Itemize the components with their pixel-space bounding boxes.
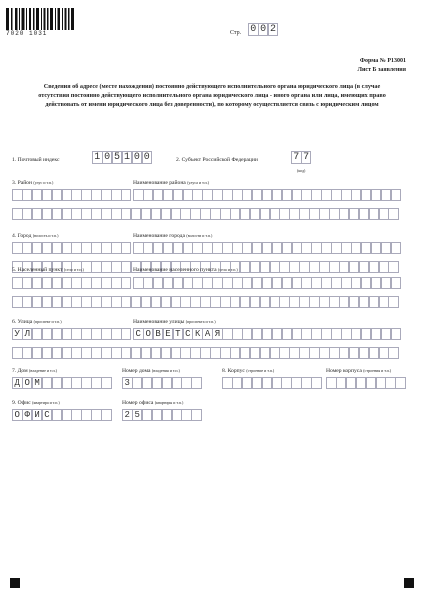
office-type-field[interactable] bbox=[12, 409, 111, 421]
street-name-field[interactable] bbox=[133, 328, 400, 340]
page-number-cell: 2 bbox=[268, 23, 279, 36]
street-name-field-line2[interactable] bbox=[12, 347, 398, 359]
form-code: Форма № Р13001 bbox=[359, 58, 406, 64]
postal-index-cell[interactable]: 0 bbox=[132, 151, 143, 164]
char-cell[interactable] bbox=[395, 377, 406, 389]
char-cell[interactable] bbox=[391, 328, 402, 340]
district-type-field[interactable] bbox=[12, 189, 131, 201]
barcode-number: 7020 1031 bbox=[6, 30, 48, 37]
char-cell[interactable] bbox=[391, 189, 402, 201]
district-name-field-line2[interactable] bbox=[12, 208, 398, 220]
char-cell[interactable]: Л bbox=[22, 328, 33, 340]
char-cell[interactable] bbox=[121, 242, 132, 254]
office-number-label: Номер офиса (квартиры и т.п.) bbox=[122, 400, 184, 406]
char-cell[interactable] bbox=[101, 377, 112, 389]
building-number-label: Номер корпуса (строения и т.п.) bbox=[326, 368, 392, 374]
char-cell[interactable] bbox=[121, 189, 132, 201]
street-type-field[interactable] bbox=[12, 328, 131, 340]
house-label: 7. Дом (владение и т.п.) bbox=[12, 368, 57, 374]
char-cell[interactable] bbox=[388, 208, 399, 220]
district-name-field[interactable] bbox=[133, 189, 400, 201]
char-cell[interactable] bbox=[101, 409, 112, 421]
char-cell[interactable]: 5 bbox=[132, 409, 143, 421]
char-cell[interactable]: О bbox=[12, 409, 23, 421]
char-cell[interactable]: С bbox=[183, 328, 194, 340]
char-cell[interactable]: О bbox=[143, 328, 154, 340]
char-cell[interactable] bbox=[121, 328, 132, 340]
postal-index-field[interactable] bbox=[92, 151, 151, 164]
city-type-field[interactable] bbox=[12, 242, 131, 254]
postal-index-cell[interactable]: 5 bbox=[112, 151, 123, 164]
char-cell[interactable]: Д bbox=[12, 377, 23, 389]
char-cell[interactable] bbox=[391, 277, 402, 289]
char-cell[interactable]: 2 bbox=[122, 409, 133, 421]
section-heading: Сведения об адресе (месте нахождения) постоянно действующего исполнительного органа юридического лица (в случае отсутствия постоянно действующего исполнительного органа юридического лица - иного органа или лица, имеющих право действовать от имени юридического лица без доверенности), по которому осуществляется связь с юридическим лицом bbox=[38, 83, 386, 108]
corner-marker-bottom-left bbox=[10, 578, 20, 588]
char-cell[interactable] bbox=[191, 409, 202, 421]
char-cell[interactable] bbox=[388, 261, 399, 273]
building-type-field[interactable] bbox=[222, 377, 321, 389]
locality-name-field[interactable] bbox=[133, 277, 400, 289]
page-number-cell: 0 bbox=[258, 23, 269, 36]
region-code-hint: (код) bbox=[297, 168, 306, 173]
city-name-label: Наименование города (волости и т.п.) bbox=[133, 233, 213, 239]
postal-index-cell[interactable]: 1 bbox=[122, 151, 133, 164]
char-cell[interactable]: Ф bbox=[22, 409, 33, 421]
region-code-cell[interactable]: 7 bbox=[301, 151, 312, 164]
char-cell[interactable]: А bbox=[202, 328, 213, 340]
char-cell[interactable] bbox=[311, 377, 322, 389]
house-number-label: Номер дома (владения и т.п.) bbox=[122, 368, 180, 374]
locality-label: 5. Населенный пункт (село и т.п.) bbox=[12, 267, 84, 273]
char-cell[interactable]: 3 bbox=[122, 377, 133, 389]
char-cell[interactable]: Я bbox=[212, 328, 223, 340]
char-cell[interactable] bbox=[121, 277, 132, 289]
page-label: Стр. bbox=[230, 30, 242, 36]
sheet-label: Лист Б заявления bbox=[357, 67, 406, 73]
char-cell[interactable] bbox=[191, 377, 202, 389]
char-cell[interactable]: И bbox=[32, 409, 43, 421]
house-number-field[interactable] bbox=[122, 377, 201, 389]
street-name-label: Наименование улицы (проспекта и т.п.) bbox=[133, 319, 216, 325]
postal-index-cell[interactable]: 0 bbox=[142, 151, 153, 164]
district-label: 3. Район (улус и т.п.) bbox=[12, 180, 54, 186]
char-cell[interactable]: Т bbox=[173, 328, 184, 340]
char-cell[interactable]: С bbox=[133, 328, 144, 340]
street-label: 6. Улица (проспект и т.п.) bbox=[12, 319, 62, 325]
locality-name-field-line2[interactable] bbox=[12, 296, 398, 308]
region-code-field[interactable] bbox=[291, 151, 311, 164]
postal-index-cell[interactable]: 1 bbox=[92, 151, 103, 164]
char-cell[interactable]: У bbox=[12, 328, 23, 340]
char-cell[interactable] bbox=[388, 347, 399, 359]
corner-marker-bottom-right bbox=[404, 578, 414, 588]
barcode-icon bbox=[6, 8, 76, 30]
char-cell[interactable]: О bbox=[22, 377, 33, 389]
char-cell[interactable] bbox=[388, 296, 399, 308]
region-label: 2. Субъект Российской Федерации bbox=[176, 157, 258, 163]
page-number-cells bbox=[248, 23, 278, 36]
house-type-field[interactable] bbox=[12, 377, 111, 389]
char-cell[interactable]: К bbox=[192, 328, 203, 340]
locality-type-field[interactable] bbox=[12, 277, 131, 289]
office-label: 9. Офис (квартира и т.п.) bbox=[12, 400, 60, 406]
city-label: 4. Город (волость и т.п.) bbox=[12, 233, 59, 239]
district-name-label: Наименование района (улуса и т.п.) bbox=[133, 180, 210, 186]
postal-index-cell[interactable]: 0 bbox=[102, 151, 113, 164]
office-number-field[interactable] bbox=[122, 409, 201, 421]
locality-name-label: Наименование населенного пункта (села и т.п.) bbox=[133, 267, 238, 273]
char-cell[interactable]: С bbox=[42, 409, 53, 421]
char-cell[interactable]: Е bbox=[163, 328, 174, 340]
postal-index-label: 1. Почтовый индекс bbox=[12, 157, 60, 163]
char-cell[interactable]: М bbox=[32, 377, 43, 389]
building-number-field[interactable] bbox=[326, 377, 405, 389]
building-label: 8. Корпус (строение и т.п.) bbox=[222, 368, 275, 374]
page-number-cell: 0 bbox=[248, 23, 259, 36]
city-name-field[interactable] bbox=[133, 242, 400, 254]
char-cell[interactable] bbox=[391, 242, 402, 254]
char-cell[interactable]: В bbox=[153, 328, 164, 340]
region-code-cell[interactable]: 7 bbox=[291, 151, 302, 164]
